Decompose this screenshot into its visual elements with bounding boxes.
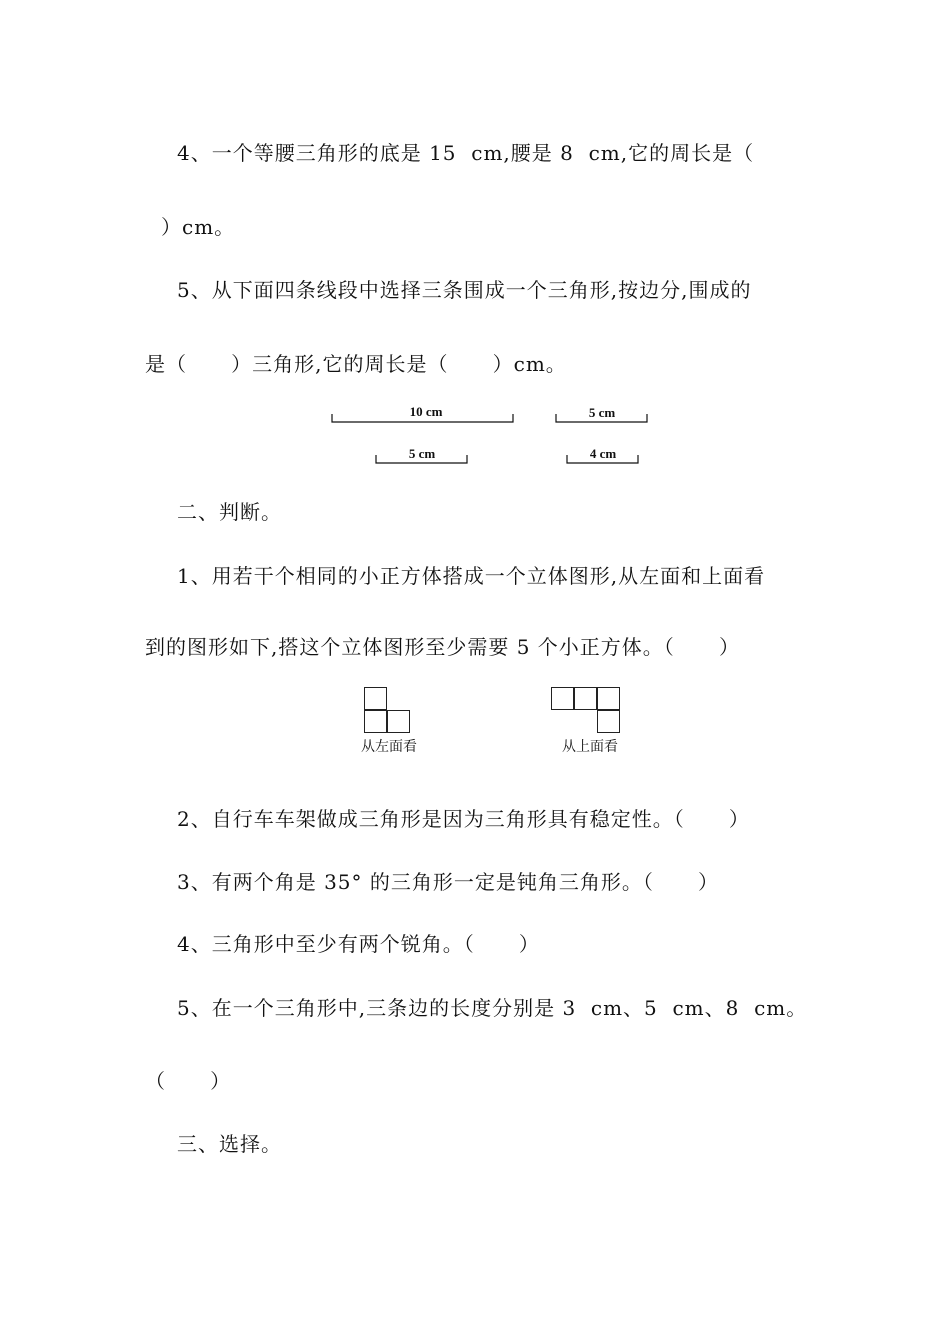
- top-view-square: [551, 687, 574, 710]
- line-fill4-a: 4、一个等腰三角形的底是 15 cm,腰是 8 cm,它的周长是（: [177, 141, 755, 165]
- judge-q2: 2、自行车车架做成三角形是因为三角形具有稳定性。（ ）: [177, 807, 750, 831]
- left-view-square: [364, 710, 387, 733]
- judge-q5-line2: （ ）: [145, 1069, 232, 1093]
- line-fill5-b: 是（ ）三角形,它的周长是（ ）cm。: [145, 352, 567, 376]
- line-fill5-a: 5、从下面四条线段中选择三条围成一个三角形,按边分,围成的: [177, 278, 752, 302]
- judge-q4: 4、三角形中至少有两个锐角。（ ）: [177, 932, 540, 956]
- top-view-square: [597, 687, 620, 710]
- section2-heading: 二、判断。: [177, 500, 282, 524]
- top-view-square: [597, 710, 620, 733]
- section3-heading: 三、选择。: [177, 1132, 282, 1156]
- segment-10cm-label: 10 cm: [409, 404, 443, 419]
- judge-q1-line2: 到的图形如下,搭这个立体图形至少需要 5 个小正方体。（ ）: [145, 635, 740, 659]
- segment-5cm-top-label: 5 cm: [588, 405, 616, 420]
- segment-4cm-label: 4 cm: [589, 446, 617, 461]
- judge-q3: 3、有两个角是 35° 的三角形一定是钝角三角形。（ ）: [177, 870, 720, 894]
- line-fill4-b: ）cm。: [161, 215, 236, 239]
- segment-5cm-bottom-label: 5 cm: [408, 446, 436, 461]
- top-view-square: [574, 687, 597, 710]
- judge-q1-line1: 1、用若干个相同的小正方体搭成一个立体图形,从左面和上面看: [177, 564, 766, 588]
- judge-q5-line1: 5、在一个三角形中,三条边的长度分别是 3 cm、5 cm、8 cm。: [177, 996, 808, 1020]
- left-view-square: [387, 710, 410, 733]
- left-view-square: [364, 687, 387, 710]
- view-left-label: 从左面看: [361, 739, 417, 755]
- view-top-label: 从上面看: [562, 739, 618, 755]
